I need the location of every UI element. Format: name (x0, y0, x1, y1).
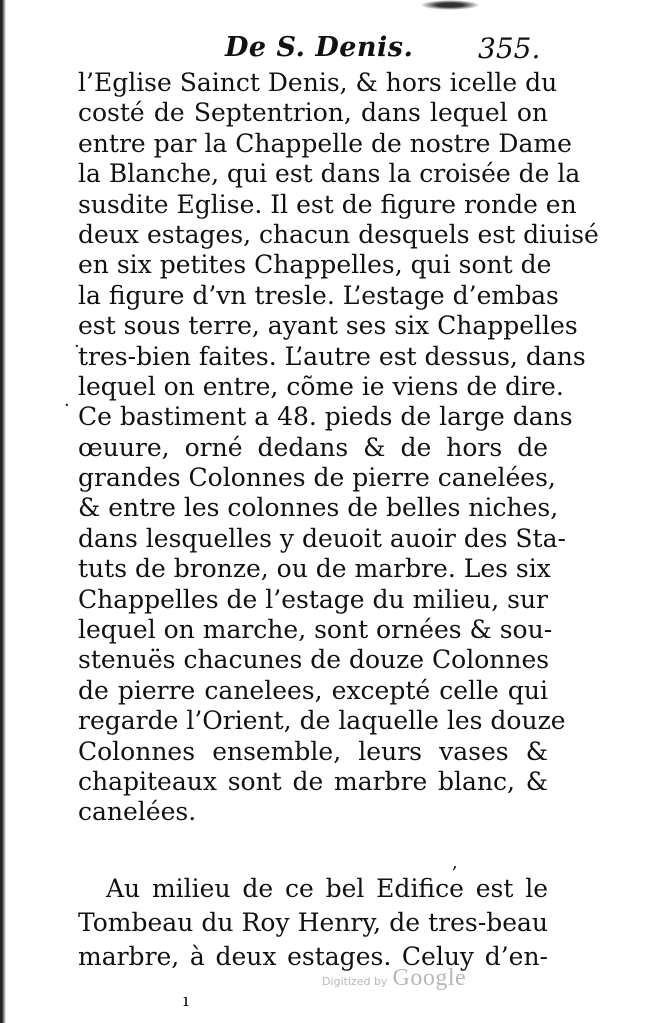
text-line: deux estages, chacun desquels est diuisé (78, 219, 599, 249)
ink-speck: · (74, 336, 80, 357)
text-line: la figure d’vn tresle. L’estage d’embas (78, 280, 559, 310)
text-line: lequel on marche, sont ornées & sou- (78, 615, 553, 645)
watermark-prefix: Digitized by (322, 975, 388, 988)
ink-speck: · (64, 395, 70, 416)
text-line: Colonnes ensemble, leurs vases & (78, 736, 548, 766)
text-line: la Blanche, qui est dans la croisée de la (78, 159, 581, 189)
page-number: 355. (478, 32, 541, 65)
text-line: Ce bastiment a 48. pieds de large dans (78, 402, 573, 432)
text-line: entre par la Chappelle de nostre Dame (78, 128, 572, 158)
text-line: marbre, à deux estages. Celuy d’en- (78, 942, 548, 971)
paragraph-2 (78, 872, 548, 974)
text-line: de pierre canelees, excepté celle qui (78, 675, 548, 705)
paragraph-1 (78, 68, 599, 828)
text-line: stenuës chacunes de douze Colonnes (78, 645, 550, 675)
text-line: Tombeau du Roy Henry, de tres-beau (78, 908, 548, 937)
text-line: l’Eglise Sainct Denis, & hors icelle du (78, 68, 558, 97)
page-edge-shadow (0, 0, 6, 1023)
text-line: tuts de bronze, ou de marbre. Les six (78, 554, 551, 584)
text-line: canelées. (78, 797, 197, 827)
text-line: chapiteaux sont de marbre blanc, & (78, 766, 548, 796)
text-line: susdite Eglise. Il est de figure ronde en (78, 189, 577, 219)
text-line: & entre les colonnes de belles niches, (78, 493, 559, 523)
running-head: De S. Denis. (225, 32, 414, 63)
scan-speck (420, 0, 480, 10)
text-line: grandes Colonnes de pierre canelées, (78, 463, 556, 493)
digitized-by-google-watermark (322, 965, 466, 992)
text-line: regarde l’Orient, de laquelle les douze (78, 706, 566, 736)
ink-speck: ı (183, 990, 189, 1011)
text-line: costé de Septentrion, dans lequel on (78, 98, 548, 128)
google-logo: Google (392, 965, 467, 991)
ink-speck: , (452, 852, 458, 873)
text-line: Au milieu de ce bel Edifice est le (106, 874, 548, 903)
text-line: lequel on entre, cõme ie viens de dire. (78, 371, 564, 401)
text-line: tres-bien faites. L’autre est dessus, dans (78, 341, 586, 371)
text-line: Chappelles de l’estage du milieu, sur (78, 584, 548, 614)
text-line: est sous terre, ayant ses six Chappelles (78, 311, 578, 341)
text-line: en six petites Chappelles, qui sont de (78, 250, 552, 280)
text-line: œuure, orné dedans & de hors de (78, 432, 548, 462)
text-line: dans lesquelles y deuoit auoir des Sta- (78, 523, 566, 553)
